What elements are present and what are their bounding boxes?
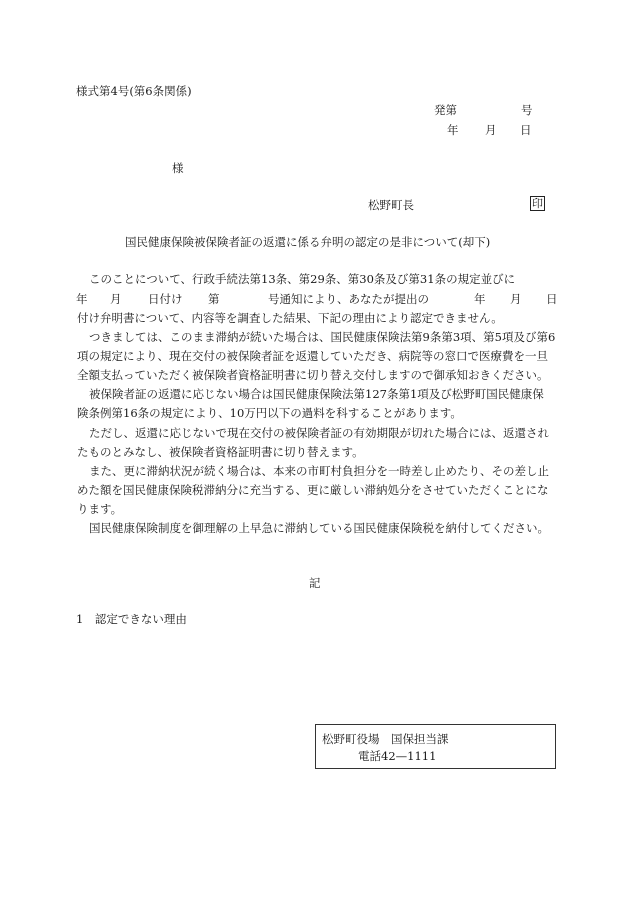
issue-number-prefix: 発第 [434, 103, 457, 117]
form-number: 様式第4号(第6条関係) [76, 84, 192, 98]
body-line-14: 国民健康保険制度を御理解の上早急に滞納している国民健康保険税を納付してください。 [89, 521, 549, 535]
body-line-12: めた額を国民健康保険税滞納分に充当する、更に厳しい滞納処分をさせていただくことにな [77, 483, 549, 497]
submit-year-label: 年 [474, 292, 486, 306]
body-line-2 [0, 294, 630, 308]
body-line-6: 全額支払っていただく被保険者資格証明書に切り替え交付しますので御承知おきください。 [77, 368, 549, 382]
date-year-label: 年 [76, 292, 88, 306]
body-line-8: 険条例第16条の規定により、10万円以下の過料を科することがあります。 [77, 406, 462, 420]
body-line-5: 項の規定により、現在交付の被保険者証を返還していただき、病院等の窓口で医療費を一旦 [77, 349, 549, 363]
submit-month-label: 月 [510, 292, 522, 306]
contact-office: 松野町役場 国保担当課 [322, 732, 449, 746]
body-line-3: 付け弁明書について、内容等を調査した結果、下記の理由により認定できません。 [77, 311, 503, 325]
contact-phone: 電話42—1111 [358, 749, 437, 763]
notice-number-prefix: 第 [208, 292, 220, 306]
sender-name: 松野町長 [368, 198, 414, 212]
body-line-11: また、更に滞納状況が続く場合は、本来の市町村負担分を一時差し止めたり、その差し止 [89, 464, 549, 478]
document-title: 国民健康保険被保険者証の返還に係る弁明の認定の是非について(却下) [125, 235, 491, 249]
notice-number-text: 号通知により、あなたが提出の [268, 292, 429, 306]
body-line-9: ただし、返還に応じないで現在交付の被保険者証の有効期限が切れた場合には、返還され [89, 426, 549, 440]
issue-month-label: 月 [485, 123, 497, 137]
contact-box [315, 724, 556, 769]
seal-stamp-box: 印 [532, 197, 543, 210]
body-line-10: たものとみなし、被保険者資格証明書に切り替えます。 [77, 445, 364, 459]
ki-heading: 記 [309, 576, 321, 590]
body-line-4: つきましては、このまま滞納が続いた場合は、国民健康保険法第9条第3項、第5項及び第6 [89, 330, 556, 344]
date-month-label: 月 [110, 292, 122, 306]
reason-item-1: 1 認定できない理由 [76, 612, 187, 626]
body-line-7: 被保険者証の返還に応じない場合は国民健康保険法第127条第1項及び松野町国民健康保 [89, 387, 544, 401]
addressee-suffix: 様 [172, 161, 184, 175]
issue-year-label: 年 [447, 123, 459, 137]
submit-day-label: 日 [546, 292, 558, 306]
issue-number-suffix: 号 [521, 103, 533, 117]
date-day-label: 日付け [148, 292, 183, 306]
issue-day-label: 日 [520, 123, 532, 137]
body-line-1: このことについて、行政手続法第13条、第29条、第30条及び第31条の規定並びに [89, 272, 516, 286]
body-line-13: ります。 [77, 502, 123, 516]
